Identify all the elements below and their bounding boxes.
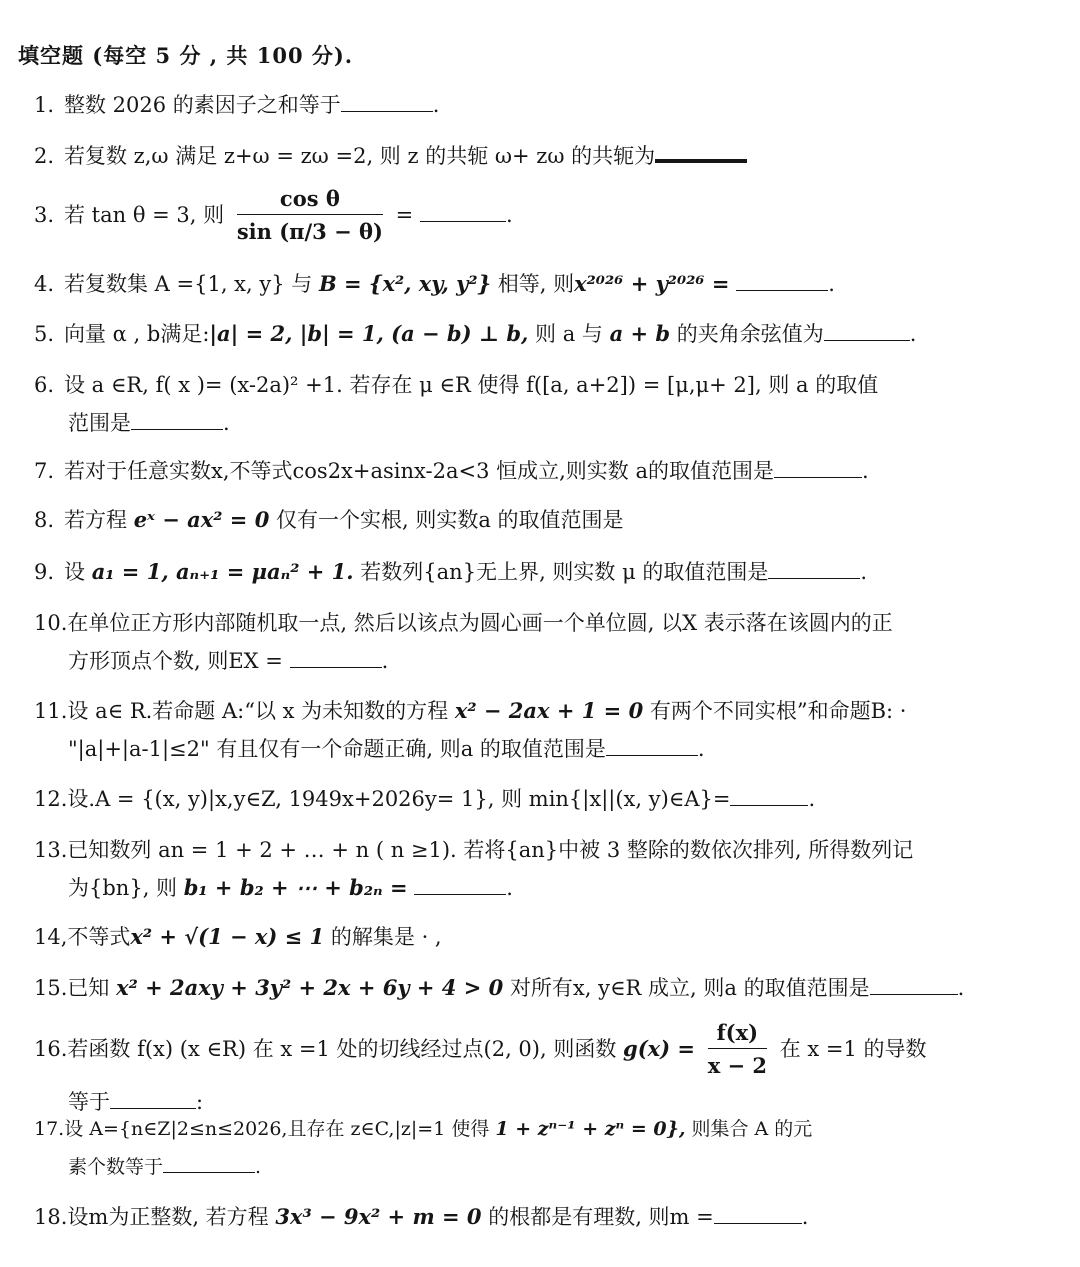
punct: . <box>828 272 835 296</box>
question-number: 2. <box>34 144 55 169</box>
question-number: 17. <box>34 1118 65 1140</box>
question-4 <box>34 265 1036 303</box>
punct: . <box>801 1205 809 1229</box>
question-number: 12. <box>34 787 68 811</box>
fraction-numerator: f(x) <box>708 1018 767 1049</box>
question-16 <box>34 1018 1036 1121</box>
question-2 <box>34 137 1036 175</box>
question-text: "|a|+|a-1|≤2" 有且仅有一个命题正确, 则a 的取值范围是 <box>68 737 606 761</box>
question-text: 若函数 f(x) (x ∈R) 在 x =1 处的切线经过点(2, 0), 则函数 <box>67 1037 617 1061</box>
punct: . <box>860 560 868 584</box>
math-expression: |a| = 2, |b| = 1, (a − b) ⊥ b, <box>209 321 529 346</box>
answer-blank[interactable] <box>290 645 382 668</box>
question-5 <box>34 315 1036 353</box>
question-text: 设 a∈ R.若命题 A:“以 x 为未知数的方程 <box>67 699 449 723</box>
question-6 <box>34 366 1036 442</box>
question-number: 14, <box>34 925 68 949</box>
question-text: 的夹角余弦值为 <box>676 322 824 346</box>
question-number: 3. <box>34 203 55 227</box>
question-text: 已知 <box>67 976 110 1000</box>
answer-blank[interactable] <box>768 556 860 579</box>
question-text: 若 tan θ = 3, 则 <box>64 203 225 227</box>
question-number: 13. <box>34 838 68 862</box>
question-8 <box>34 501 1036 539</box>
question-11 <box>34 692 1036 768</box>
math-expression: B = {x², xy, y²} <box>318 271 492 296</box>
math-expression: 1 + zⁿ⁻¹ + zⁿ = 0}, <box>495 1118 686 1140</box>
math-expression: a + b <box>609 321 671 346</box>
answer-blank[interactable] <box>730 783 808 806</box>
question-18 <box>34 1198 1036 1236</box>
question-text: 若对于任意实数x,不等式cos2x+asinx-2a<3 恒成立,则实数 a的取值范围是 <box>64 459 774 483</box>
fraction <box>708 1018 767 1083</box>
punct: . <box>957 976 965 1000</box>
question-13 <box>34 831 1036 907</box>
question-text: 对所有x, y∈R 成立, 则a 的取值范围是 <box>509 976 870 1000</box>
fraction <box>237 184 383 249</box>
punct: . <box>432 93 440 117</box>
question-text: 设.A = {(x, y)|x,y∈Z, 1949x+2026y= 1}, 则 min{|x||(x, y)∈A}= <box>67 787 731 811</box>
math-expression: 3x³ − 9x² + m = 0 <box>275 1204 482 1229</box>
question-text: 方形顶点个数, 则EX = <box>68 649 283 673</box>
question-text: 则集合 A 的元 <box>691 1118 813 1140</box>
answer-blank[interactable] <box>341 89 433 112</box>
question-number: 16. <box>34 1037 68 1061</box>
question-number: 1. <box>34 93 55 117</box>
question-text: 若复数集 A ={1, x, y} 与 <box>64 272 313 296</box>
answer-blank[interactable] <box>736 268 828 291</box>
answer-blank[interactable] <box>870 972 958 995</box>
question-number: 4. <box>34 272 55 296</box>
math-expression: x²⁰²⁶ + y²⁰²⁶ = <box>574 271 730 296</box>
math-expression: x² + 2axy + 3y² + 2x + 6y + 4 > 0 <box>116 975 504 1000</box>
question-text: 的根都是有理数, 则m = <box>488 1205 714 1229</box>
question-text: 已知数列 an = 1 + 2 + … + n ( n ≥1). 若将{an}中被 3 整除的数依次排列, 所得数列记 <box>67 838 914 862</box>
question-7 <box>34 452 1036 490</box>
answer-blank[interactable] <box>163 1152 255 1173</box>
punct: . <box>255 1156 262 1178</box>
answer-blank[interactable] <box>414 872 506 895</box>
question-number: 15. <box>34 976 68 1000</box>
answer-blank[interactable] <box>420 199 506 222</box>
equals-sign: = <box>395 203 414 227</box>
question-text: 等于 <box>68 1090 110 1114</box>
math-expression: x² + √(1 − x) ≤ 1 <box>130 924 325 949</box>
question-1 <box>34 86 1036 124</box>
fraction-denominator: x − 2 <box>707 1053 768 1078</box>
question-12 <box>34 780 1036 818</box>
question-text: 设 <box>64 560 85 584</box>
question-text: 整数 2026 的素因子之和等于 <box>64 93 341 117</box>
answer-blank[interactable] <box>824 318 910 341</box>
question-3 <box>34 184 1036 249</box>
question-number: 18. <box>34 1205 68 1229</box>
punct: . <box>506 876 513 900</box>
question-text: 的解集是 · , <box>330 925 442 949</box>
question-text: 若数列{an}无上界, 则实数 μ 的取值范围是 <box>360 560 769 584</box>
question-text: 有两个不同实根”和命题B: · <box>649 699 907 723</box>
answer-blank[interactable] <box>655 137 747 163</box>
punct: . <box>381 649 389 673</box>
answer-blank[interactable] <box>774 455 862 478</box>
question-number: 8. <box>34 508 55 532</box>
question-text: 相等, 则 <box>497 272 575 296</box>
question-number: 9. <box>34 560 55 584</box>
section-heading: 填空题 (每空 5 分 , 共 100 分). <box>18 43 354 68</box>
question-text: 在 x =1 的导数 <box>779 1037 927 1061</box>
math-expression: g(x) = <box>623 1036 695 1061</box>
question-text: 不等式 <box>67 925 131 949</box>
question-9 <box>34 553 1036 591</box>
question-number: 7. <box>34 459 55 483</box>
question-text: 范围是 <box>68 411 131 435</box>
math-expression: eˣ − ax² = 0 <box>133 507 270 532</box>
question-text: 仅有一个实根, 则实数a 的取值范围是 <box>276 508 624 532</box>
punct: . <box>505 203 513 227</box>
question-number: 6. <box>34 373 55 397</box>
question-text: 为{bn}, 则 <box>68 876 178 900</box>
punct: . <box>862 459 869 483</box>
answer-blank[interactable] <box>606 733 698 756</box>
question-17 <box>34 1110 1036 1186</box>
question-text: 向量 α , b满足: <box>64 322 210 346</box>
punct: . <box>697 737 705 761</box>
punct: . <box>909 322 917 346</box>
question-text: 若复数 z,ω 满足 z+ω = zω =2, 则 z 的共轭 ω+ zω 的共轭为 <box>64 144 656 169</box>
answer-blank[interactable] <box>714 1201 802 1224</box>
question-text: 在单位正方形内部随机取一点, 然后以该点为圆心画一个单位圆, 以X 表示落在该圆内的正 <box>67 611 893 635</box>
question-text: 设m为正整数, 若方程 <box>67 1205 269 1229</box>
answer-blank[interactable] <box>110 1086 196 1109</box>
fraction-denominator: sin (π/3 − θ) <box>236 219 383 244</box>
question-text: 设 A={n∈Z|2≤n≤2026,且存在 z∈C,|z|=1 使得 <box>64 1118 490 1140</box>
punct: . <box>808 787 816 811</box>
question-number: 10. <box>34 611 68 635</box>
math-expression: a₁ = 1, aₙ₊₁ = μaₙ² + 1. <box>91 559 354 584</box>
math-expression: x² − 2ax + 1 = 0 <box>454 698 644 723</box>
fraction-numerator: cos θ <box>237 184 383 215</box>
question-text: 设 a ∈R, f( x )= (x-2a)² +1. 若存在 μ ∈R 使得 f([a, a+2]) = [μ,μ+ 2], 则 a 的取值 <box>64 373 879 397</box>
question-15 <box>34 969 1036 1007</box>
punct: . <box>223 411 230 435</box>
question-14 <box>34 918 1036 956</box>
question-text: 素个数等于 <box>68 1156 164 1178</box>
answer-blank[interactable] <box>131 407 223 430</box>
punct: : <box>196 1090 204 1114</box>
question-number: 5. <box>34 322 55 346</box>
question-text: 若方程 <box>64 508 127 532</box>
question-10 <box>34 604 1036 680</box>
question-number: 11. <box>34 699 68 723</box>
question-text: 则 a 与 <box>535 322 603 346</box>
math-expression: b₁ + b₂ + ⋯ + b₂ₙ = <box>183 875 408 900</box>
